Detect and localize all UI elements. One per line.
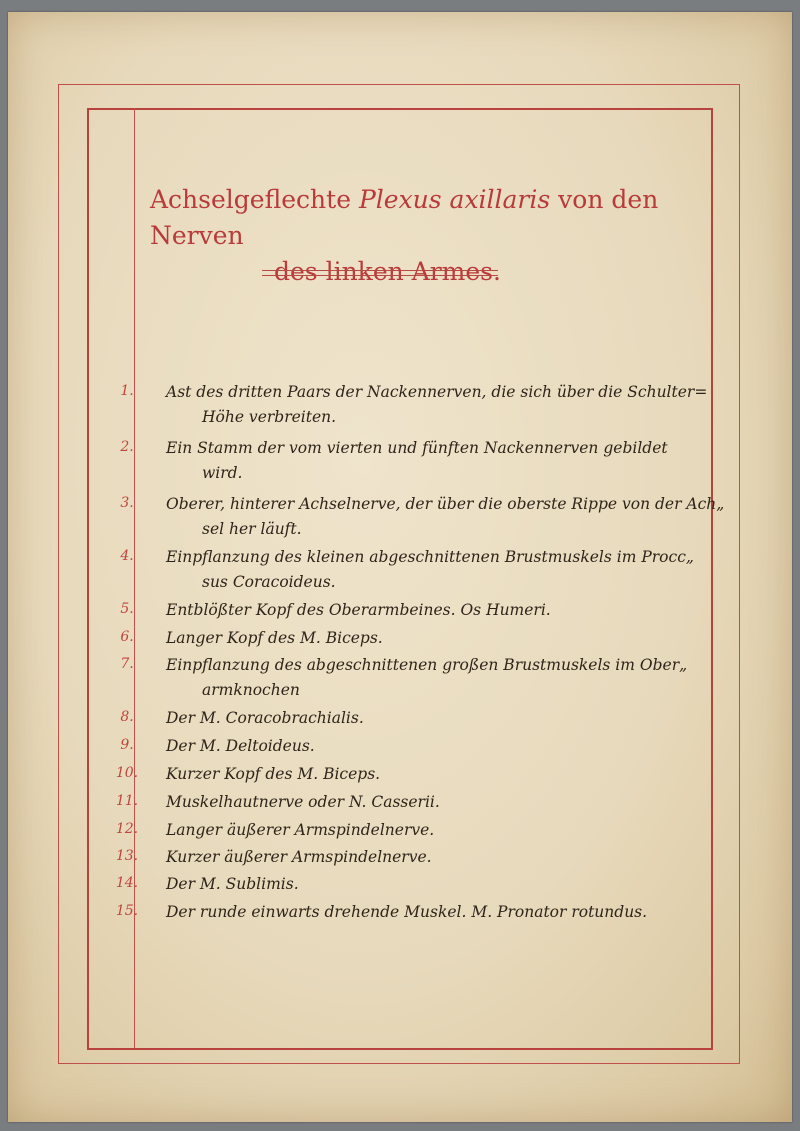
entry-number: 13.: [115, 848, 139, 864]
entry-text-continuation: armknochen: [202, 681, 300, 699]
entry-number: 11.: [115, 793, 139, 809]
legend-entry: [166, 626, 726, 651]
legend-entry: [166, 790, 726, 815]
entry-text: Ein Stamm der vom vierten und fünften Nackennerven gebildet: [166, 439, 668, 457]
entry-text: Langer Kopf des M. Biceps.: [166, 629, 383, 647]
entry-text: Kurzer äußerer Armspindelnerve.: [166, 848, 432, 866]
entry-text: Ast des dritten Paars der Nackennerven, die sich über die Schulter=: [166, 383, 708, 401]
legend-entry: [166, 492, 726, 542]
legend-entry: [166, 734, 726, 759]
entry-text-continuation: Höhe verbreiten.: [202, 408, 337, 426]
entry-number: 1.: [120, 383, 134, 399]
entry-text-continuation: sus Coracoideus.: [202, 573, 336, 591]
entry-text: Der M. Coracobrachialis.: [166, 709, 364, 727]
entry-number: 15.: [115, 903, 139, 919]
entry-number: 14.: [115, 875, 139, 891]
entry-text-continuation: sel her läuft.: [202, 520, 302, 538]
entry-text: Entblößter Kopf des Oberarmbeines. Os Humeri.: [166, 601, 551, 619]
entry-text-continuation: wird.: [202, 464, 243, 482]
legend-entry: [166, 706, 726, 731]
entry-number: 3.: [120, 495, 134, 511]
entry-number: 12.: [115, 821, 139, 837]
legend-entry: [166, 872, 726, 897]
title-double-rule: [262, 270, 498, 276]
entry-number: 5.: [120, 601, 134, 617]
entry-number: 7.: [120, 656, 134, 672]
entry-text: Der runde einwarts drehende Muskel. M. Pronator rotundus.: [166, 903, 648, 921]
entry-text: Einpflanzung des kleinen abgeschnittenen Brustmuskels im Procc„: [166, 548, 694, 566]
entry-number: 4.: [120, 548, 134, 564]
legend-entry: [166, 380, 726, 430]
title-line-2: des linken Armes.: [274, 257, 501, 286]
legend-entry: [166, 653, 726, 703]
legend-entry: [166, 598, 726, 623]
entry-text: Der M. Deltoideus.: [166, 737, 315, 755]
entry-text: Kurzer Kopf des M. Biceps.: [166, 765, 381, 783]
legend-entry: [166, 818, 726, 843]
entry-number: 10.: [115, 765, 139, 781]
entry-number: 9.: [120, 737, 134, 753]
entry-number: 6.: [120, 629, 134, 645]
entry-text: Langer äußerer Armspindelnerve.: [166, 821, 435, 839]
entry-text: Muskelhautnerve oder N. Casserii.: [166, 793, 440, 811]
entry-text: Der M. Sublimis.: [166, 875, 299, 893]
legend-entry: [166, 436, 726, 486]
title-suffix: von den Nerven: [150, 185, 659, 250]
title-german: Achselgeflechte: [150, 185, 351, 214]
legend-entry: [166, 845, 726, 870]
entry-number: 8.: [120, 709, 134, 725]
entry-text: Oberer, hinterer Achselnerve, der über die oberste Rippe von der Ach„: [166, 495, 725, 513]
legend-entry: [166, 900, 726, 925]
legend-entry: [166, 545, 726, 595]
entry-number: 2.: [120, 439, 134, 455]
entry-text: Einpflanzung des abgeschnittenen großen Brustmuskels im Ober„: [166, 656, 688, 674]
title-latin: Plexus axillaris: [358, 185, 551, 214]
legend-entry: [166, 762, 726, 787]
